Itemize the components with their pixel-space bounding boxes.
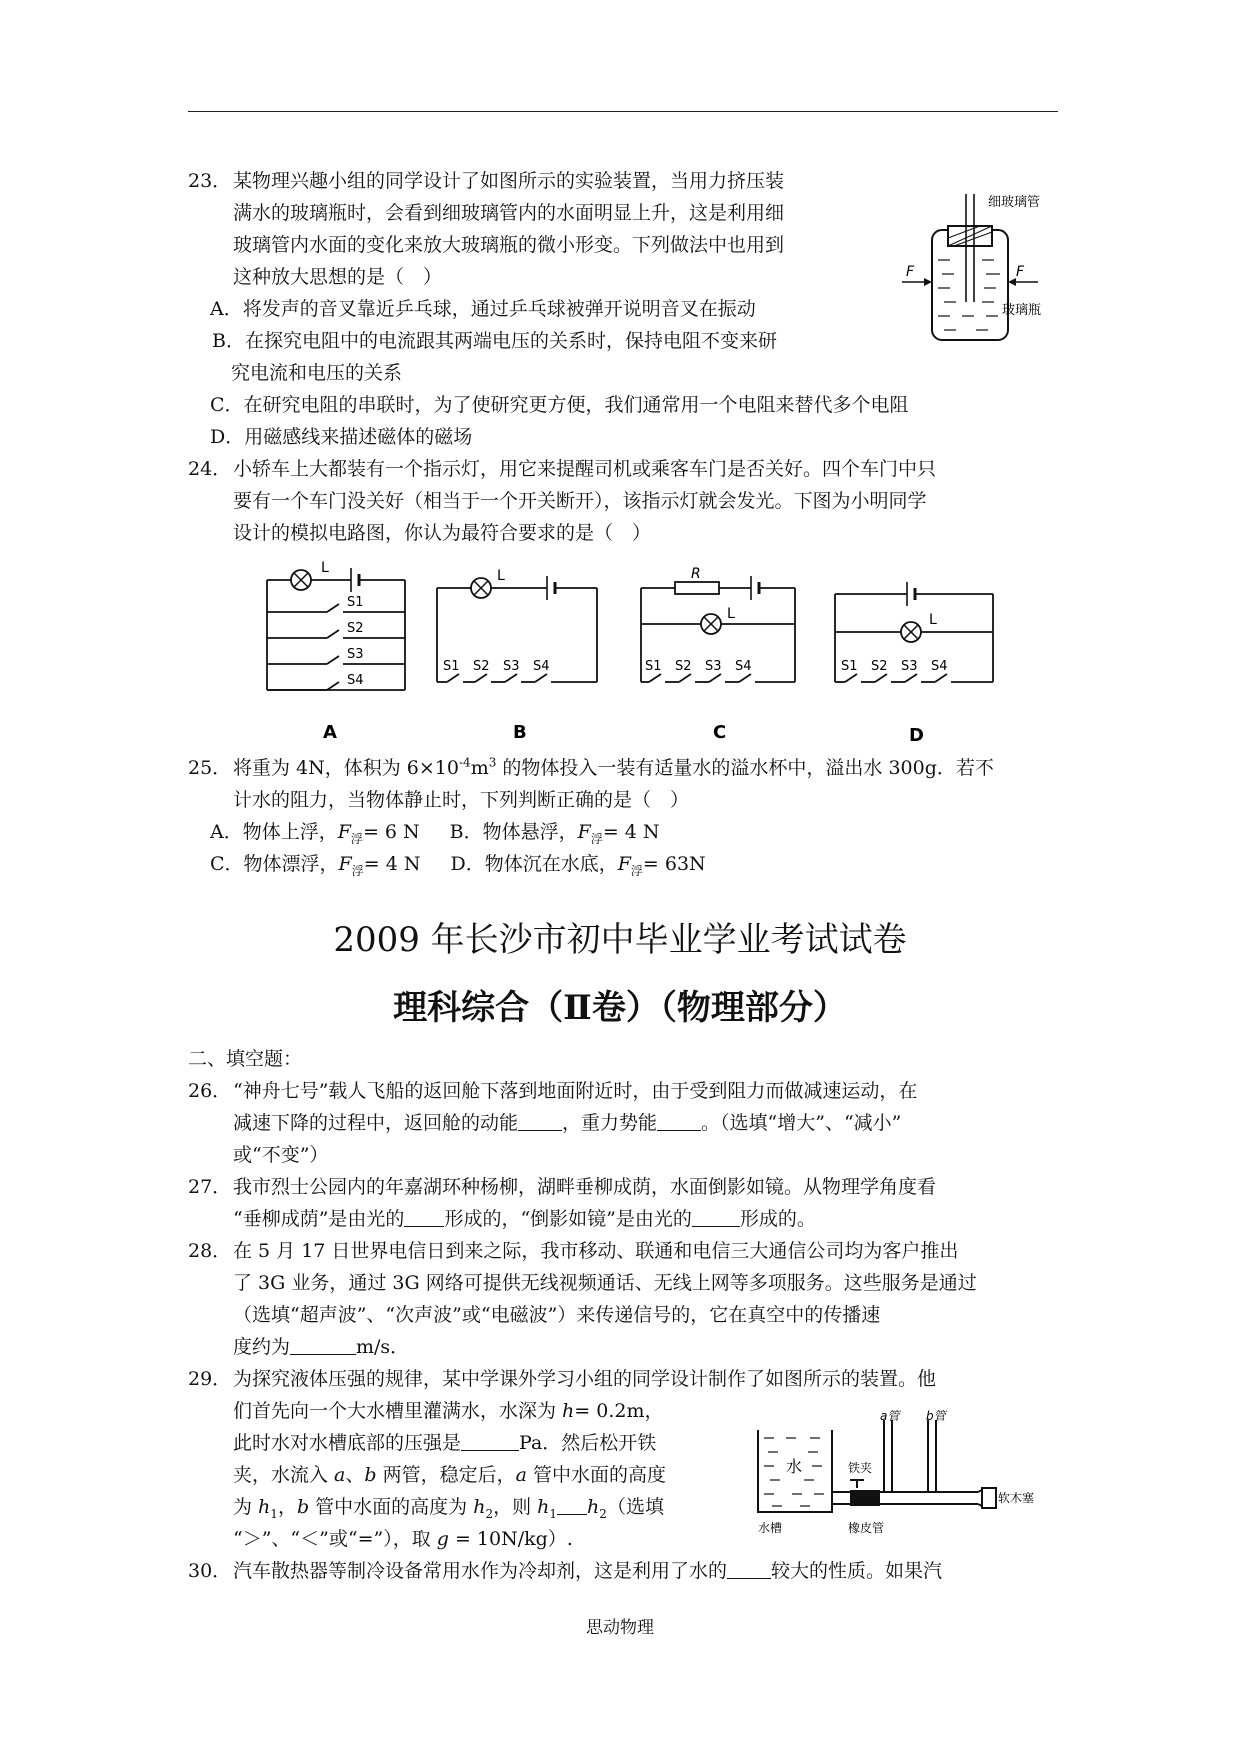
question-text: 小轿车上大都装有一个指示灯，用它来提醒司机或乘客车门是否关好。四个车门中只 bbox=[233, 458, 937, 480]
question-text: “垂柳成荫”是由光的 形成的，“倒影如镜”是由光的 形成的。 bbox=[233, 1208, 816, 1230]
option-c: C．在研究电阻的串联时，为了使研究更方便，我们通常用一个电阻来替代多个电阻 bbox=[210, 394, 909, 416]
question-text: 为 $h_1$，b 管中水面的高度为 $h_2$，则 $h_1$ $h_2$（选填 bbox=[233, 1496, 664, 1521]
option-d: D．用磁感线来描述磁体的磁场 bbox=[210, 426, 473, 448]
question-30 bbox=[188, 1555, 942, 1587]
switch-label: S4 bbox=[347, 673, 364, 688]
option-a: A．将发声的音叉靠近乒乓球，通过乒乓球被弹开说明音叉在振动 bbox=[210, 298, 756, 320]
water-tank-figure bbox=[752, 1408, 1052, 1542]
question-28 bbox=[188, 1235, 977, 1363]
question-text: 这种放大思想的是（ ） bbox=[233, 266, 443, 288]
exam-title: 2009 年长沙市初中毕业学业考试试卷 bbox=[333, 920, 907, 960]
switch-label: S2 bbox=[347, 621, 364, 636]
switch-label: S3 bbox=[705, 659, 722, 674]
clamp-label: 铁夹 bbox=[848, 1461, 873, 1475]
answer-blank[interactable] bbox=[557, 1496, 587, 1515]
options-cd: C．物体漂浮，$F_浮= 4$ N D．物体沉在水底，$F_浮= 63N$ bbox=[210, 853, 706, 878]
question-text: 玻璃管内水面的变化来放大玻璃瓶的微小形变。下列做法中也用到 bbox=[233, 234, 785, 256]
question-text: 要有一个车门没关好（相当于一个开关断开），该指示灯就会发光。下图为小明同学 bbox=[233, 490, 927, 512]
b-tube-label: b管 bbox=[926, 1409, 946, 1423]
option-b: B．在探究电阻中的电流跟其两端电压的关系时，保持电阻不变来研 bbox=[212, 330, 777, 352]
page-footer: 思动物理 bbox=[586, 1618, 654, 1638]
question-text: 将重为 4N，体积为 $6\times 10^{-4}m^3$ 的物体投入一装有适量水的溢水杯中，溢出水 300g．若不 bbox=[233, 755, 994, 779]
switch-label: S1 bbox=[841, 659, 858, 674]
question-text: 此时水对水槽底部的压强是 Pa．然后松开铁 bbox=[233, 1432, 657, 1454]
question-number: 24． bbox=[188, 458, 232, 480]
a-tube-label: a管 bbox=[880, 1409, 900, 1423]
switch-label: S1 bbox=[347, 595, 364, 610]
switch-label: S1 bbox=[645, 659, 662, 674]
switch-label: S4 bbox=[931, 659, 948, 674]
answer-blank[interactable] bbox=[404, 1208, 444, 1227]
tube-label: 细玻璃管 bbox=[988, 195, 1041, 210]
question-number: 30． bbox=[188, 1560, 232, 1582]
circuit-label: B bbox=[513, 722, 527, 743]
question-text: 计水的阻力，当物体静止时，下列判断正确的是（ ） bbox=[233, 789, 690, 811]
switch-label: S4 bbox=[533, 659, 550, 674]
lamp-label: L bbox=[727, 606, 735, 622]
circuit-label: D bbox=[909, 725, 924, 745]
bottle-figure bbox=[898, 190, 1068, 350]
switch-label: S2 bbox=[871, 659, 888, 674]
switch-label: S3 bbox=[503, 659, 520, 674]
question-number: 28． bbox=[188, 1240, 232, 1262]
question-25 bbox=[188, 752, 994, 880]
question-number: 27． bbox=[188, 1176, 232, 1198]
plug-label: 软木塞 bbox=[998, 1491, 1035, 1505]
question-number: 25． bbox=[188, 757, 232, 779]
circuit-a bbox=[267, 580, 405, 690]
hose-label: 橡皮管 bbox=[848, 1521, 885, 1535]
question-23 bbox=[188, 165, 909, 453]
answer-blank[interactable] bbox=[657, 1112, 701, 1131]
question-text: 在 5 月 17 日世界电信日到来之际，我市移动、联通和电信三大通信公司均为客户推出 bbox=[233, 1240, 959, 1262]
lamp-label: L bbox=[497, 568, 505, 584]
question-text: 减速下降的过程中，返回舱的动能 ，重力势能 。（选填“增大”、“减小” bbox=[233, 1112, 902, 1134]
question-number: 26． bbox=[188, 1080, 232, 1102]
question-24 bbox=[188, 453, 936, 549]
bottle-label: 玻璃瓶 bbox=[1002, 303, 1042, 318]
switch-label: S2 bbox=[473, 659, 490, 674]
question-text: 满水的玻璃瓶时，会看到细玻璃管内的水面明显上升，这是利用细 bbox=[233, 202, 785, 224]
answer-blank[interactable] bbox=[692, 1208, 740, 1227]
question-text: 了 3G 业务，通过 3G 网络可提供无线视频通话、无线上网等多项服务。这些服务是通过 bbox=[233, 1272, 977, 1294]
force-label-left: F bbox=[906, 264, 915, 280]
answer-blank[interactable] bbox=[290, 1336, 356, 1355]
question-text: （选填“超声波”、“次声波”或“电磁波”）来传递信号的，它在真空中的传播速 bbox=[233, 1304, 881, 1326]
question-text: 夹，水流入 a、b 两管，稳定后，a 管中水面的高度 bbox=[233, 1464, 666, 1486]
switch-label: S1 bbox=[443, 659, 460, 674]
options-ab: A．物体上浮，$F_浮= 6$ N B．物体悬浮，$F_浮= 4$ N bbox=[210, 821, 660, 846]
question-number: 23． bbox=[188, 170, 232, 192]
option-b-continued: 究电流和电压的关系 bbox=[231, 362, 403, 384]
answer-blank[interactable] bbox=[727, 1560, 771, 1579]
resistor-label: R bbox=[691, 566, 701, 582]
question-text: 汽车散热器等制冷设备常用水作为冷却剂，这是利用了水的 较大的性质。如果汽 bbox=[233, 1560, 943, 1582]
switch-label: S3 bbox=[901, 659, 918, 674]
section-heading: 二、填空题： bbox=[188, 1048, 303, 1070]
question-text: “＞”、“＜”或“=”），取 g = 10N/kg）. bbox=[233, 1528, 573, 1550]
circuit-label: C bbox=[713, 722, 727, 743]
question-26 bbox=[188, 1075, 917, 1171]
question-text: 为探究液体压强的规律，某中学课外学习小组的同学设计制作了如图所示的装置。他 bbox=[233, 1368, 937, 1390]
circuit-diagrams bbox=[255, 560, 1015, 745]
lamp-label: L bbox=[929, 612, 937, 628]
question-text: 们首先向一个大水槽里灌满水，水深为 h= 0.2m， bbox=[233, 1400, 664, 1422]
switch-label: S2 bbox=[675, 659, 692, 674]
exam-subtitle: 理科综合（Ⅱ卷）（物理部分） bbox=[393, 988, 847, 1028]
question-27 bbox=[188, 1171, 936, 1235]
answer-blank[interactable] bbox=[518, 1112, 562, 1131]
lamp-label: L bbox=[321, 560, 329, 576]
question-text: 或“不变”） bbox=[233, 1144, 329, 1166]
question-text: 设计的模拟电路图，你认为最符合要求的是（ ） bbox=[233, 522, 652, 544]
question-number: 29． bbox=[188, 1368, 232, 1390]
header-rule bbox=[188, 111, 1058, 112]
circuit-label: A bbox=[323, 722, 337, 743]
question-text: 度约为 m/s． bbox=[233, 1336, 410, 1358]
tank-label: 水槽 bbox=[758, 1521, 783, 1535]
switch-label: S4 bbox=[735, 659, 752, 674]
question-text: “神舟七号”载人飞船的返回舱下落到地面附近时，由于受到阻力而做减速运动，在 bbox=[233, 1080, 918, 1102]
question-text: 我市烈士公园内的年嘉湖环种杨柳，湖畔垂柳成荫，水面倒影如镜。从物理学角度看 bbox=[233, 1176, 937, 1198]
question-text: 某物理兴趣小组的同学设计了如图所示的实验装置，当用力挤压装 bbox=[233, 170, 785, 192]
force-label-right: F bbox=[1016, 264, 1025, 280]
switch-label: S3 bbox=[347, 647, 364, 662]
answer-blank[interactable] bbox=[461, 1432, 519, 1451]
water-label: 水 bbox=[786, 1457, 803, 1476]
